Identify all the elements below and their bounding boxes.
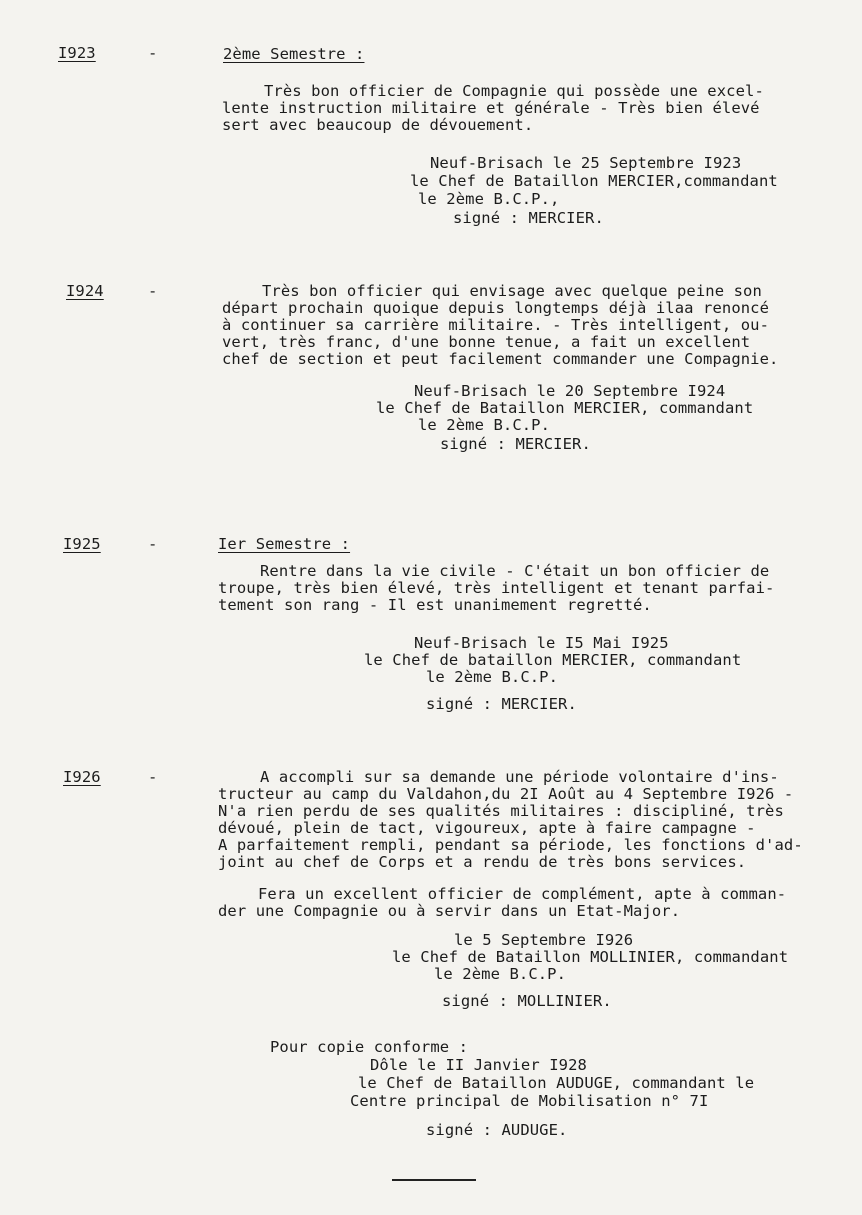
signed-by: signé : MERCIER.: [440, 435, 591, 453]
assessment-line: dévoué, plein de tact, vigoureux, apte à faire campagne -: [218, 819, 756, 837]
assessment-line: tructeur au camp du Valdahon,du 2I Août au 4 Septembre I926 -: [218, 785, 794, 803]
assessment-line: sert avec beaucoup de dévouement.: [222, 116, 534, 134]
signature-unit: le 2ème B.C.P.,: [418, 190, 560, 208]
assessment-line: der une Compagnie ou à servir dans un Etat-Major.: [218, 902, 681, 920]
assessment-line: A accompli sur sa demande une période volontaire d'ins-: [260, 768, 779, 786]
certification-unit: Centre principal de Mobilisation n° 7I: [350, 1092, 709, 1110]
signature-place-date: Neuf-Brisach le I5 Mai I925: [414, 634, 669, 652]
year-dash: -: [148, 44, 158, 62]
assessment-line: chef de section et peut facilement commander une Compagnie.: [222, 350, 779, 368]
assessment-line: A parfaitement rempli, pendant sa période, les fonctions d'ad-: [218, 836, 803, 854]
signature-place-date: Neuf-Brisach le 25 Septembre I923: [430, 154, 742, 172]
assessment-line: départ prochain quoique depuis longtemps déjà ilaa renoncé: [222, 299, 770, 317]
assessment-line: N'a rien perdu de ses qualités militaires : discipliné, très: [218, 802, 784, 820]
year-label-1924: I924: [66, 282, 104, 300]
year-dash: -: [148, 535, 158, 553]
signature-officer: le Chef de Bataillon MOLLINIER, commandant: [392, 948, 789, 966]
assessment-line: Très bon officier de Compagnie qui possède une excel-: [264, 82, 764, 100]
signature-unit: le 2ème B.C.P.: [418, 416, 551, 434]
year-dash: -: [148, 768, 158, 786]
assessment-line: vert, très franc, d'une bonne tenue, a fait un excellent: [222, 333, 751, 351]
assessment-line: Rentre dans la vie civile - C'était un bon officier de: [260, 562, 770, 580]
year-dash: -: [148, 282, 158, 300]
signature-officer: le Chef de Bataillon MERCIER,commandant: [410, 172, 778, 190]
signature-place-date: Neuf-Brisach le 20 Septembre I924: [414, 382, 726, 400]
assessment-line: Fera un excellent officier de complément, apte à comman-: [258, 885, 787, 903]
assessment-line: joint au chef de Corps et a rendu de très bons services.: [218, 853, 747, 871]
semester-heading: 2ème Semestre :: [223, 45, 365, 63]
signature-unit: le 2ème B.C.P.: [434, 965, 567, 983]
signature-officer: le Chef de Bataillon MERCIER, commandant: [376, 399, 754, 417]
certification-heading: Pour copie conforme :: [270, 1038, 469, 1056]
signed-by: signé : MERCIER.: [426, 695, 577, 713]
signature-officer: le Chef de bataillon MERCIER, commandant: [364, 651, 742, 669]
semester-heading: Ier Semestre :: [218, 535, 351, 553]
signature-unit: le 2ème B.C.P.: [426, 668, 559, 686]
assessment-line: troupe, très bien élevé, très intelligent et tenant parfai-: [218, 579, 775, 597]
certification-officer: le Chef de Bataillon AUDUGE, commandant le: [358, 1074, 755, 1092]
year-label-1923: I923: [58, 44, 96, 62]
signed-by: signé : MOLLINIER.: [442, 992, 612, 1010]
assessment-line: lente instruction militaire et générale - Très bien élevé: [222, 99, 760, 117]
assessment-line: à continuer sa carrière militaire. - Très intelligent, ou-: [222, 316, 770, 334]
assessment-line: tement son rang - Il est unanimement regretté.: [218, 596, 652, 614]
assessment-line: Très bon officier qui envisage avec quelque peine son: [262, 282, 762, 300]
signature-place-date: le 5 Septembre I926: [454, 931, 634, 949]
certification-signed-by: signé : AUDUGE.: [426, 1121, 568, 1139]
certification-place-date: Dôle le II Janvier I928: [370, 1056, 587, 1074]
closing-rule: [392, 1179, 476, 1181]
signed-by: signé : MERCIER.: [453, 209, 604, 227]
year-label-1925: I925: [63, 535, 101, 553]
year-label-1926: I926: [63, 768, 101, 786]
